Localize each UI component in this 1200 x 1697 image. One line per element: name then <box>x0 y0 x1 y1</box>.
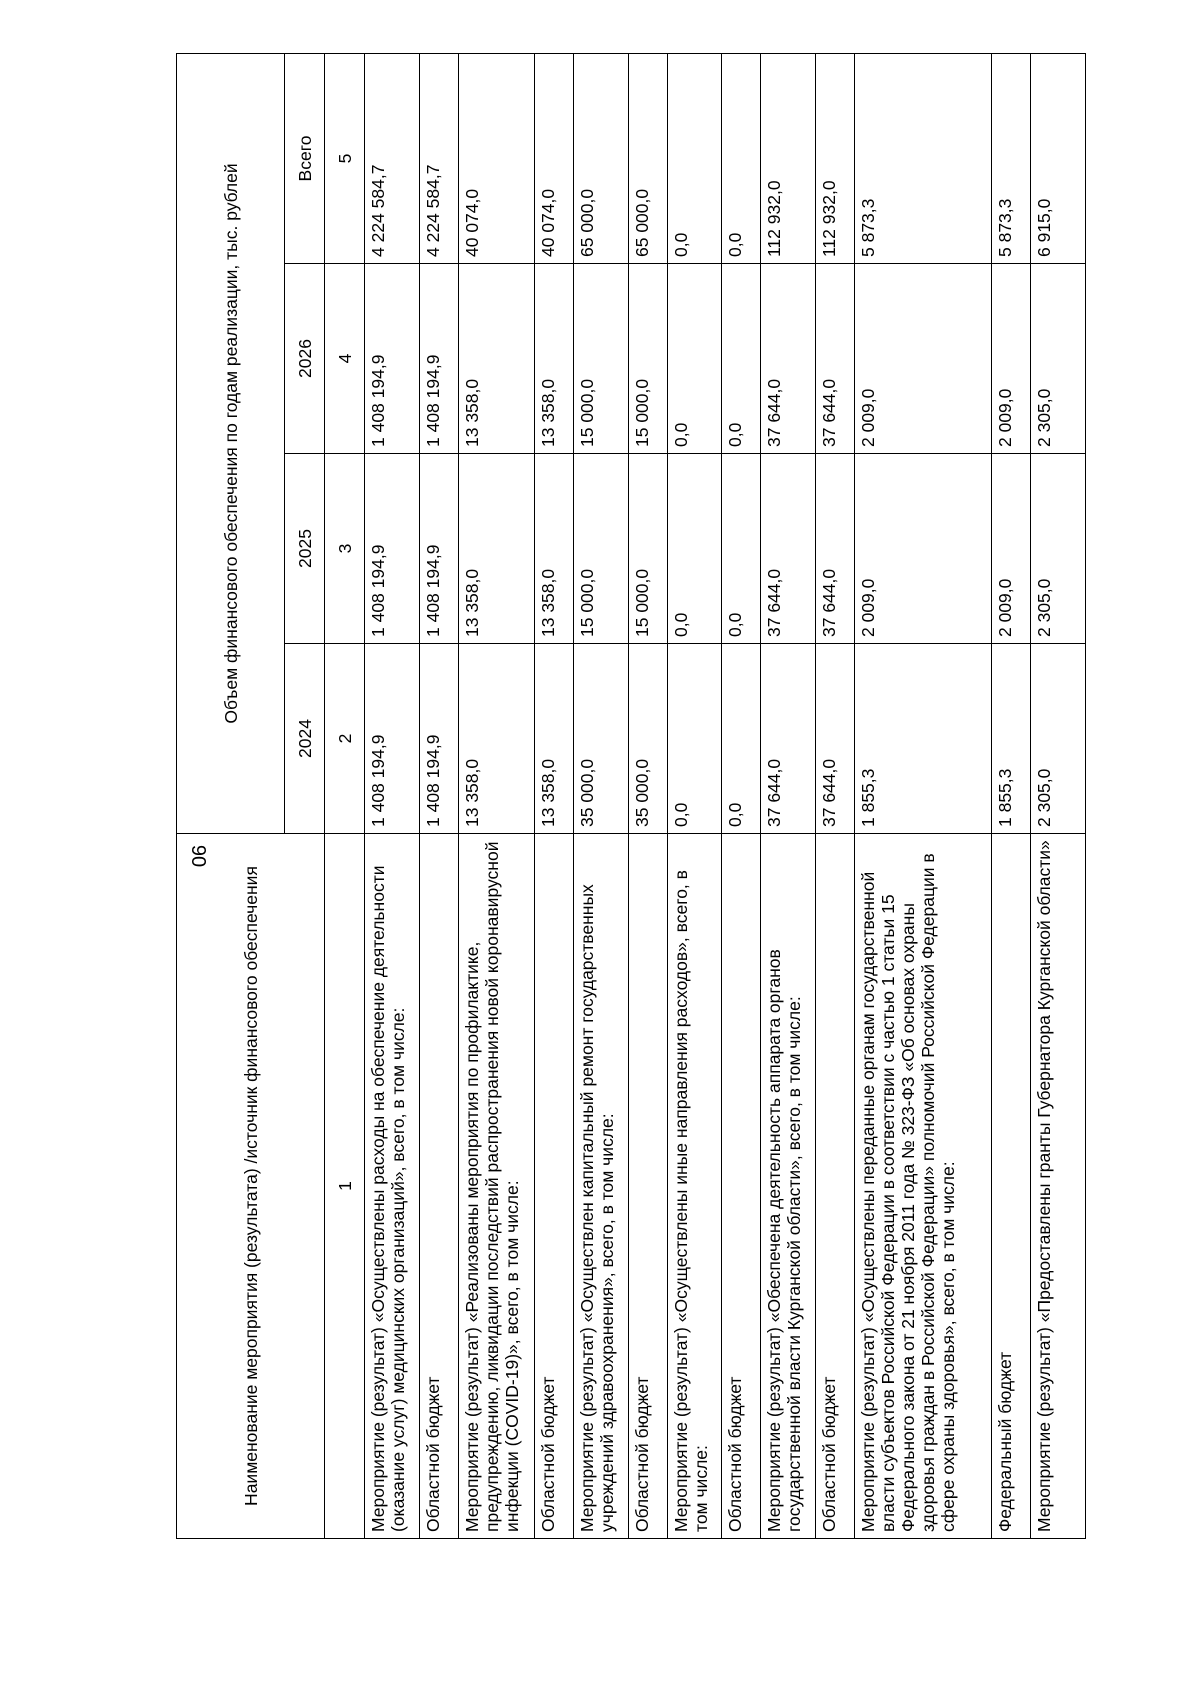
table-row <box>365 53 420 1538</box>
value-total: 0,0 <box>667 53 722 263</box>
value-2026: 2 009,0 <box>992 264 1031 454</box>
row-name: Мероприятие (результат) «Осуществлен капитальный ремонт государственных учреждений здравоохранения», всего, в том числе: <box>573 834 628 1539</box>
row-name: Федеральный бюджет <box>992 834 1031 1539</box>
column-number: 2 <box>325 644 365 834</box>
value-2026: 0,0 <box>722 264 761 454</box>
table-row <box>667 53 722 1538</box>
row-name: Мероприятие (результат) «Осуществлены расходы на обеспечение деятельности (оказание услуг) медицинских организаций», всего, в том числе: <box>365 834 420 1539</box>
value-2026: 13 358,0 <box>458 264 534 454</box>
value-2025: 2 305,0 <box>1031 454 1086 644</box>
value-2025: 13 358,0 <box>458 454 534 644</box>
value-total: 40 074,0 <box>458 53 534 263</box>
value-2024: 37 644,0 <box>761 644 816 834</box>
value-2024: 13 358,0 <box>534 644 573 834</box>
value-2024: 1 408 194,9 <box>419 644 458 834</box>
value-total: 65 000,0 <box>573 53 628 263</box>
row-name: Мероприятие (результат) «Реализованы мероприятия по профилактике, предупреждению, ликвидации последствий распространения новой коронавирусной инфекции (COVID-19)», всего, в том числе: <box>458 834 534 1539</box>
row-name: Областной бюджет <box>628 834 667 1539</box>
value-2025: 15 000,0 <box>573 454 628 644</box>
row-name: Областной бюджет <box>419 834 458 1539</box>
table-row <box>458 53 534 1538</box>
value-2024: 35 000,0 <box>573 644 628 834</box>
table-row <box>419 53 458 1538</box>
value-total: 5 873,3 <box>855 53 992 263</box>
value-2025: 13 358,0 <box>534 454 573 644</box>
row-name: Мероприятие (результат) «Осуществлены иные направления расходов», всего, в том числе: <box>667 834 722 1539</box>
header-year-2024: 2024 <box>285 644 325 834</box>
value-total: 0,0 <box>722 53 761 263</box>
header-year-2025: 2025 <box>285 454 325 644</box>
value-2026: 13 358,0 <box>534 264 573 454</box>
header-year-2026: 2026 <box>285 264 325 454</box>
table-row <box>573 53 628 1538</box>
row-name: Мероприятие (результат) «Осуществлены переданные органам государственной власти субъектов Российской Федерации в соответствии с частью 1 статьи 15 Федерального закона от 21 ноября 2011 года № 323-ФЗ «Об основах охраны здоровья граждан в Российской Федерации» полномочий Российской Федерации в сфере охраны здоровья», всего, в том числе: <box>855 834 992 1539</box>
table-row <box>1031 53 1086 1538</box>
value-total: 4 224 584,7 <box>365 53 420 263</box>
table-row <box>855 53 992 1538</box>
value-2026: 1 408 194,9 <box>365 264 420 454</box>
value-2025: 37 644,0 <box>816 454 855 644</box>
row-name: Мероприятие (результат) «Обеспечена деятельность аппарата органов государственной власти Курганской области», всего, в том числе: <box>761 834 816 1539</box>
value-2026: 2 305,0 <box>1031 264 1086 454</box>
value-2024: 13 358,0 <box>458 644 534 834</box>
value-2024: 1 855,3 <box>992 644 1031 834</box>
value-2025: 1 408 194,9 <box>365 454 420 644</box>
rotated-table-wrapper <box>176 54 1086 1539</box>
value-2024: 37 644,0 <box>816 644 855 834</box>
table-row <box>628 53 667 1538</box>
value-2024: 1 855,3 <box>855 644 992 834</box>
value-total: 112 932,0 <box>816 53 855 263</box>
value-2024: 0,0 <box>722 644 761 834</box>
table-row <box>534 53 573 1538</box>
row-name: Областной бюджет <box>722 834 761 1539</box>
value-2026: 37 644,0 <box>761 264 816 454</box>
table-row <box>722 53 761 1538</box>
value-total: 112 932,0 <box>761 53 816 263</box>
value-2025: 2 009,0 <box>992 454 1031 644</box>
value-total: 40 074,0 <box>534 53 573 263</box>
value-2026: 2 009,0 <box>855 264 992 454</box>
header-volume-group: Объем финансового обеспечения по годам реализации, тыс. рублей <box>177 53 285 833</box>
value-total: 4 224 584,7 <box>419 53 458 263</box>
value-2024: 1 408 194,9 <box>365 644 420 834</box>
value-2024: 35 000,0 <box>628 644 667 834</box>
financing-table <box>176 53 1086 1539</box>
value-2026: 15 000,0 <box>628 264 667 454</box>
value-2026: 37 644,0 <box>816 264 855 454</box>
column-number: 3 <box>325 454 365 644</box>
table-row <box>992 53 1031 1538</box>
column-number: 5 <box>325 53 365 263</box>
value-2025: 15 000,0 <box>628 454 667 644</box>
value-2025: 37 644,0 <box>761 454 816 644</box>
value-2024: 2 305,0 <box>1031 644 1086 834</box>
column-number: 4 <box>325 264 365 454</box>
page-number: 90 <box>187 844 209 868</box>
table-row <box>761 53 816 1538</box>
row-name: Мероприятие (результат) «Предоставлены гранты Губернатора Курганской области» <box>1031 834 1086 1539</box>
value-2025: 0,0 <box>667 454 722 644</box>
row-name: Областной бюджет <box>534 834 573 1539</box>
table-row <box>816 53 855 1538</box>
value-2024: 0,0 <box>667 644 722 834</box>
value-2025: 1 408 194,9 <box>419 454 458 644</box>
header-total: Всего <box>285 53 325 263</box>
value-total: 65 000,0 <box>628 53 667 263</box>
value-2026: 1 408 194,9 <box>419 264 458 454</box>
value-2026: 0,0 <box>667 264 722 454</box>
header-name-column: Наименование мероприятия (результата) /источник финансового обеспечения <box>177 834 325 1539</box>
column-number: 1 <box>325 834 365 1539</box>
value-total: 6 915,0 <box>1031 53 1086 263</box>
row-name: Областной бюджет <box>816 834 855 1539</box>
value-total: 5 873,3 <box>992 53 1031 263</box>
value-2025: 0,0 <box>722 454 761 644</box>
value-2025: 2 009,0 <box>855 454 992 644</box>
value-2026: 15 000,0 <box>573 264 628 454</box>
